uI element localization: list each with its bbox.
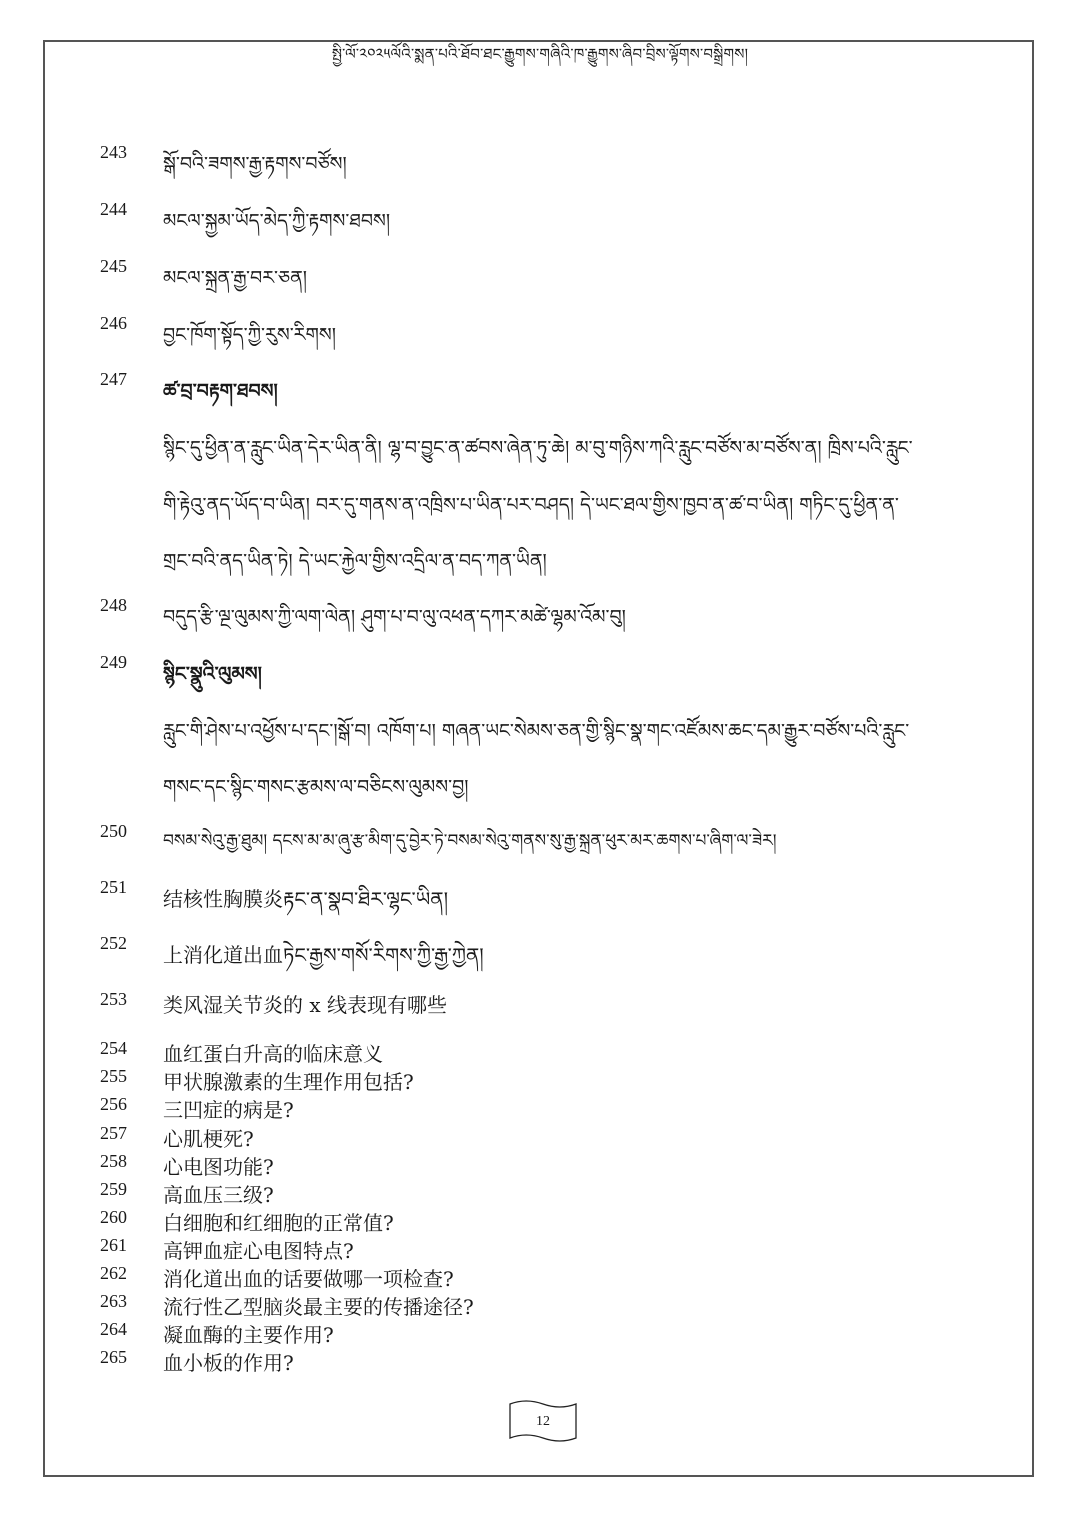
item-text: 血红蛋白升高的临床意义 <box>163 1042 383 1066</box>
item-text: 类风湿关节炎的 x 线表现有哪些 <box>163 993 447 1017</box>
item-number: 260 <box>100 1207 127 1227</box>
item-text: 结核性胸膜炎རྟང་ན་སྣབ་ཐིར་ལྷང་ཡིན། <box>163 887 449 911</box>
item-number: 246 <box>100 313 127 333</box>
item-text: 消化道出血的话要做哪一项检查? <box>163 1267 454 1291</box>
item-text: 高钾血症心电图特点? <box>163 1239 354 1263</box>
item-text: 心电图功能? <box>163 1155 274 1179</box>
item-text: 心肌梗死? <box>163 1127 254 1151</box>
item-number: 248 <box>100 595 127 615</box>
item-text: སྙིང་སྣུའི་ལུམས། <box>163 663 262 685</box>
item-text: བདུད་རྩི་ལྔ་ལུམས་ཀྱི་ལག་ལེན། ཤུག་པ་བ་ལུ་འཕན་དཀར་མཚེ་ལྷམ་འོམ་བུ། <box>163 606 626 628</box>
paragraph-line: གི་རྟེའུ་ནད་ཡོད་བ་ཡིན། བར་དུ་གནས་ན་འཁྲིས་པ་ཡིན་པར་བཤད། དེ་ཡང་ཐལ་གྱིས་ཁྱབ་ན་ཚ་བ་ཡིན། གཏིང་དུ་ཕྱིན་ན་ <box>163 494 899 516</box>
item-number: 263 <box>100 1291 127 1311</box>
item-text: 凝血酶的主要作用? <box>163 1323 334 1347</box>
paragraph-line: རླུང་གི་ཤེས་པ་འཕྱོས་པ་དང་།སྒོ་བ། འཁོག་པ། གཞན་ཡང་སེམས་ཅན་གྱི་སྙིང་སྣ་གང་འཛོམས་ཆང་དམ་རྒྱུར་བཙོས་པའི་རླུང་ <box>163 720 910 742</box>
item-number: 259 <box>100 1179 127 1199</box>
item-text: 上消化道出血ཏེང་རྒྱས་གསོ་རིགས་ཀྱི་རྒྱ་ཀྱེན། <box>163 943 484 967</box>
item-text: 高血压三级? <box>163 1183 274 1207</box>
item-number: 249 <box>100 652 127 672</box>
paragraph-line: གྲང་བའི་ནད་ཡིན་ཏེ། དེ་ཡང་རྐྱེལ་གྱིས་འདྲིལ་ན་བད་ཀན་ཡིན། <box>163 550 547 572</box>
page-number: 12 <box>536 1414 550 1429</box>
item-number: 252 <box>100 933 127 953</box>
item-number: 247 <box>100 369 127 389</box>
item-number: 258 <box>100 1151 127 1171</box>
item-number: 251 <box>100 877 127 897</box>
paragraph-line: གསང་དང་སྙིང་གསང་རྩམས་ལ་བཅིངས་ལུམས་བྱ། <box>163 776 469 798</box>
item-number: 261 <box>100 1235 127 1255</box>
item-text: 白细胞和红细胞的正常值? <box>163 1211 394 1235</box>
item-number: 265 <box>100 1347 127 1367</box>
item-number: 264 <box>100 1319 127 1339</box>
item-number: 262 <box>100 1263 127 1283</box>
item-text: བྱང་ཁོག་སྟོད་ཀྱི་རུས་རིགས། <box>163 324 336 346</box>
item-text: 流行性乙型脑炎最主要的传播途径? <box>163 1295 474 1319</box>
item-number: 257 <box>100 1123 127 1143</box>
item-text: 三凹症的病是? <box>163 1098 294 1122</box>
item-number: 254 <box>100 1038 127 1058</box>
item-number: 253 <box>100 989 127 1009</box>
item-text: མངལ་སྐྲན་རྒྱ་བར་ཅན། <box>163 267 308 289</box>
item-text: མངལ་སྐྱམ་ཡོད་མེད་ཀྱི་རྟགས་ཐབས། <box>163 210 391 232</box>
item-text: 血小板的作用? <box>163 1351 294 1375</box>
page-number-scroll <box>508 1398 578 1444</box>
item-number: 250 <box>100 821 127 841</box>
item-number: 243 <box>100 142 127 162</box>
item-text: 甲状腺激素的生理作用包括? <box>163 1070 414 1094</box>
paragraph-line: སྙིང་དུ་ཕྱིན་ན་རླུང་ཡིན་དེར་ཡིན་ནི། ལྷ་བ་བྱུང་ན་ཚབས་ཞེན་ཏུ་ཆེ། མ་བུ་གཉིས་ཀའི་རླུང་བཙོས་མ་བཙོས་ན། ཁྲིས་པའི་རླུང་ <box>163 437 913 459</box>
item-number: 244 <box>100 199 127 219</box>
item-text: བསམ་སེའུ་རྒྱ་ཐུམ། དངས་མ་མ་ཞུ་རྩ་མིག་དུ་བྱེར་ཏེ་བསམ་སེའུ་གནས་སུ་རྒྱ་སྐྲན་ཕུར་མར་ཆགས་པ་ཞིག་ལ་ཟེར། <box>163 831 777 851</box>
page-header: སྤྱི་ལོ་༢༠༢༥ལོའི་སྨན་པའི་ཐོབ་ཐང་རྒྱུགས་གཞིའི་ཁ་རྒྱུགས་ཞིབ་བྲིས་ལྟོགས་བསྒྲིགས། <box>331 45 749 63</box>
item-number: 256 <box>100 1094 127 1114</box>
item-number: 255 <box>100 1066 127 1086</box>
item-text: སྒོ་བའི་ཟགས་རྒྱ་རྟགས་བཙོས། <box>163 153 347 175</box>
item-text: ཚ་བྲ་བརྟག་ཐབས། <box>163 380 278 402</box>
item-number: 245 <box>100 256 127 276</box>
